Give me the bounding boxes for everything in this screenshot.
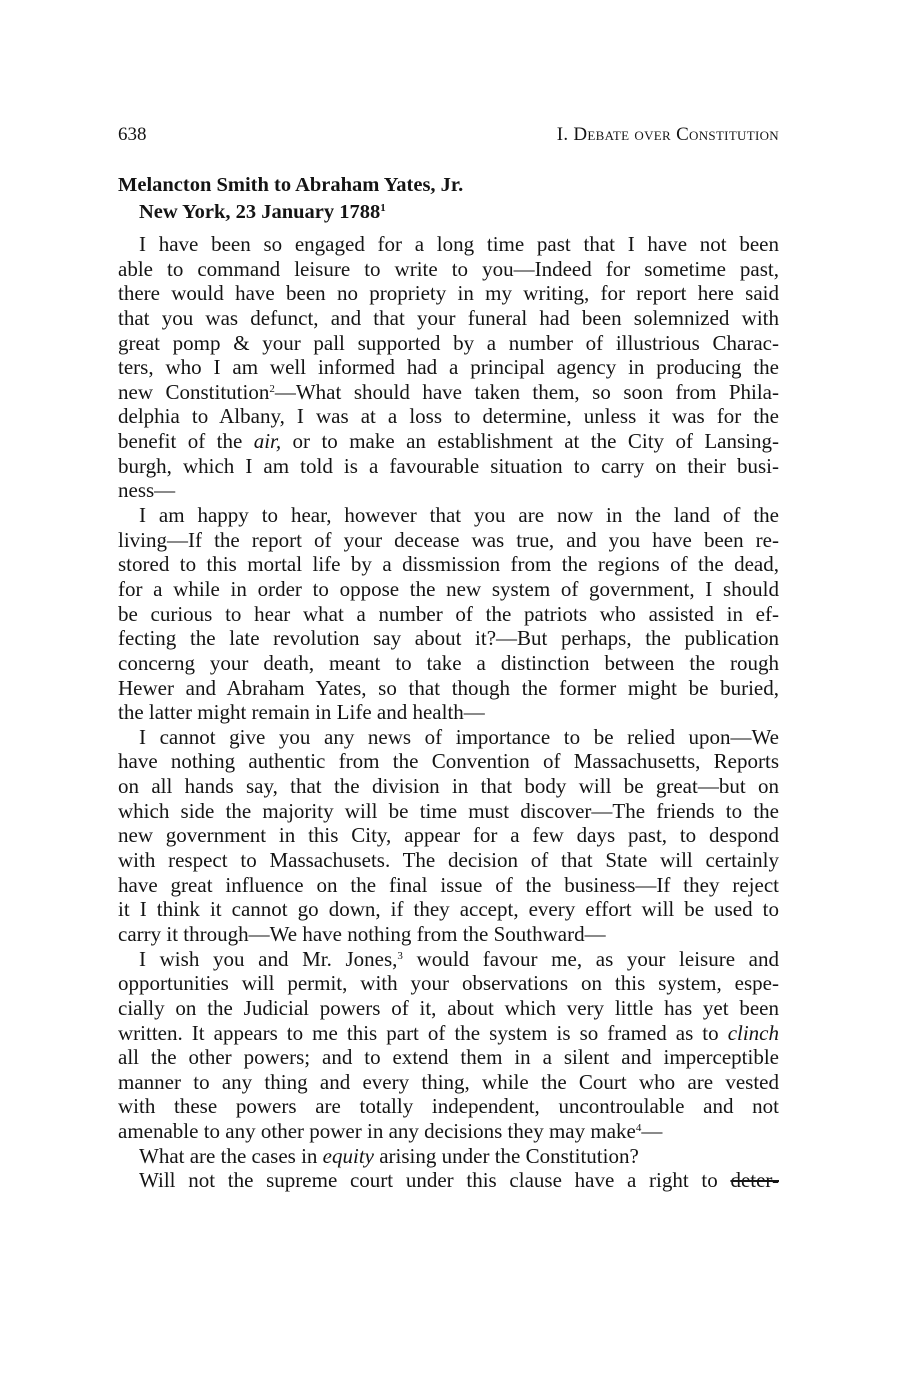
page-number: 638	[118, 124, 147, 145]
text-line: fecting the late revolution say about it?—But perhaps, the publication	[118, 626, 779, 651]
text-line: on all hands say, that the division in that body will be great—but on	[118, 774, 779, 799]
text-line: written. It appears to me this part of the system is so framed as to clinch	[118, 1020, 779, 1045]
emphasis-equity: equity	[322, 1143, 374, 1168]
text-line: What are the cases in equity arising under the Constitution?	[139, 1143, 639, 1168]
text-line: that you was defunct, and that your funeral had been solemnized with	[118, 305, 779, 330]
text-line: there would have been no propriety in my writing, for report here said	[118, 281, 779, 306]
text-line: burgh, which I am told is a favourable situation to carry on their busi-	[118, 453, 779, 478]
text-line: with respect to Massachusets. The decision of that State will certainly	[118, 848, 779, 873]
text-line: ters, who I am well informed had a principal agency in producing the	[118, 355, 779, 380]
text-line: able to command leisure to write to you—Indeed for sometime past,	[118, 256, 779, 281]
letter-heading-author-recipient: Melancton Smith to Abraham Yates, Jr.	[118, 174, 464, 196]
text-line: with these powers are totally independent, uncontroulable and not	[118, 1094, 779, 1119]
letter-heading-place-date: New York, 23 January 1788$^1$	[139, 201, 386, 223]
text-line: delphia to Albany, I was at a loss to determine, unless it was for the	[118, 404, 779, 429]
text-line: be curious to hear what a number of the patriots who assisted in ef-	[118, 601, 779, 626]
text-line: concerng your death, meant to take a distinction between the rough	[118, 650, 779, 675]
text-line: I have been so engaged for a long time past that I have not been	[139, 232, 779, 256]
text-line: I cannot give you any news of importance to be relied upon—We	[139, 724, 779, 749]
text-line: opportunities will permit, with your observations on this system, espe-	[118, 971, 779, 996]
footnote-ref-1: 1	[380, 202, 386, 214]
text-line: which side the majority will be time must discover—The friends to the	[118, 798, 779, 823]
text-line: it I think it cannot go down, if they accept, every effort will be used to	[118, 897, 779, 922]
footnote-ref-3: 3	[397, 949, 403, 962]
text-line: cially on the Judicial powers of it, about which very little has yet been	[118, 995, 779, 1020]
letter-body	[118, 232, 779, 1193]
text-line: have nothing authentic from the Convention of Massachusetts, Reports	[118, 749, 779, 774]
footnote-ref-4: 4	[635, 1122, 642, 1135]
text-line: Hewer and Abraham Yates, so that though the former might be buried,	[118, 675, 779, 700]
text-line: great pomp & your pall supported by a number of illustrious Charac-	[118, 330, 779, 355]
text-line: new Constitution$^2$—What should have taken them, so soon from Phila-	[118, 379, 779, 404]
text-line: I wish you and Mr. Jones,$^3$ would favour me, as your leisure and	[139, 946, 779, 971]
running-head-title: I. Debate over Constitution	[556, 124, 779, 145]
text-line: I am happy to hear, however that you are now in the land of the	[139, 503, 779, 528]
footnote-ref-2: 2	[269, 382, 275, 395]
text-line: stored to this mortal life by a dissmission from the regions of the dead,	[118, 552, 779, 577]
text-line: all the other powers; and to extend them in a silent and imperceptible	[118, 1045, 779, 1070]
text-line: have great influence on the final issue of the business—If they reject	[118, 872, 779, 897]
text-line: ness—	[118, 478, 176, 503]
emphasis-clinch: clinch	[727, 1020, 779, 1045]
text-line: benefit of the air, or to make an establishment at the City of Lansing-	[118, 429, 780, 454]
text-line: Will not the supreme court under this clause have a right to deter-	[139, 1168, 779, 1193]
text-line: amenable to any other power in any decisions they may make$^4$—	[118, 1119, 663, 1144]
struck-word-deter: deter-	[730, 1168, 779, 1193]
text-line: living—If the report of your decease was true, and you have been re-	[118, 527, 779, 552]
text-line: carry it through—We have nothing from the Southward—	[118, 921, 606, 946]
text-line: manner to any thing and every thing, while the Court who are vested	[118, 1069, 779, 1094]
text-line: the latter might remain in Life and health—	[118, 700, 485, 725]
text-line: new government in this City, appear for a few days past, to despond	[118, 823, 779, 848]
running-head	[118, 124, 779, 150]
letter-heading	[118, 172, 779, 226]
emphasis-air: air,	[253, 429, 282, 454]
text-line: for a while in order to oppose the new system of government, I should	[118, 576, 779, 601]
